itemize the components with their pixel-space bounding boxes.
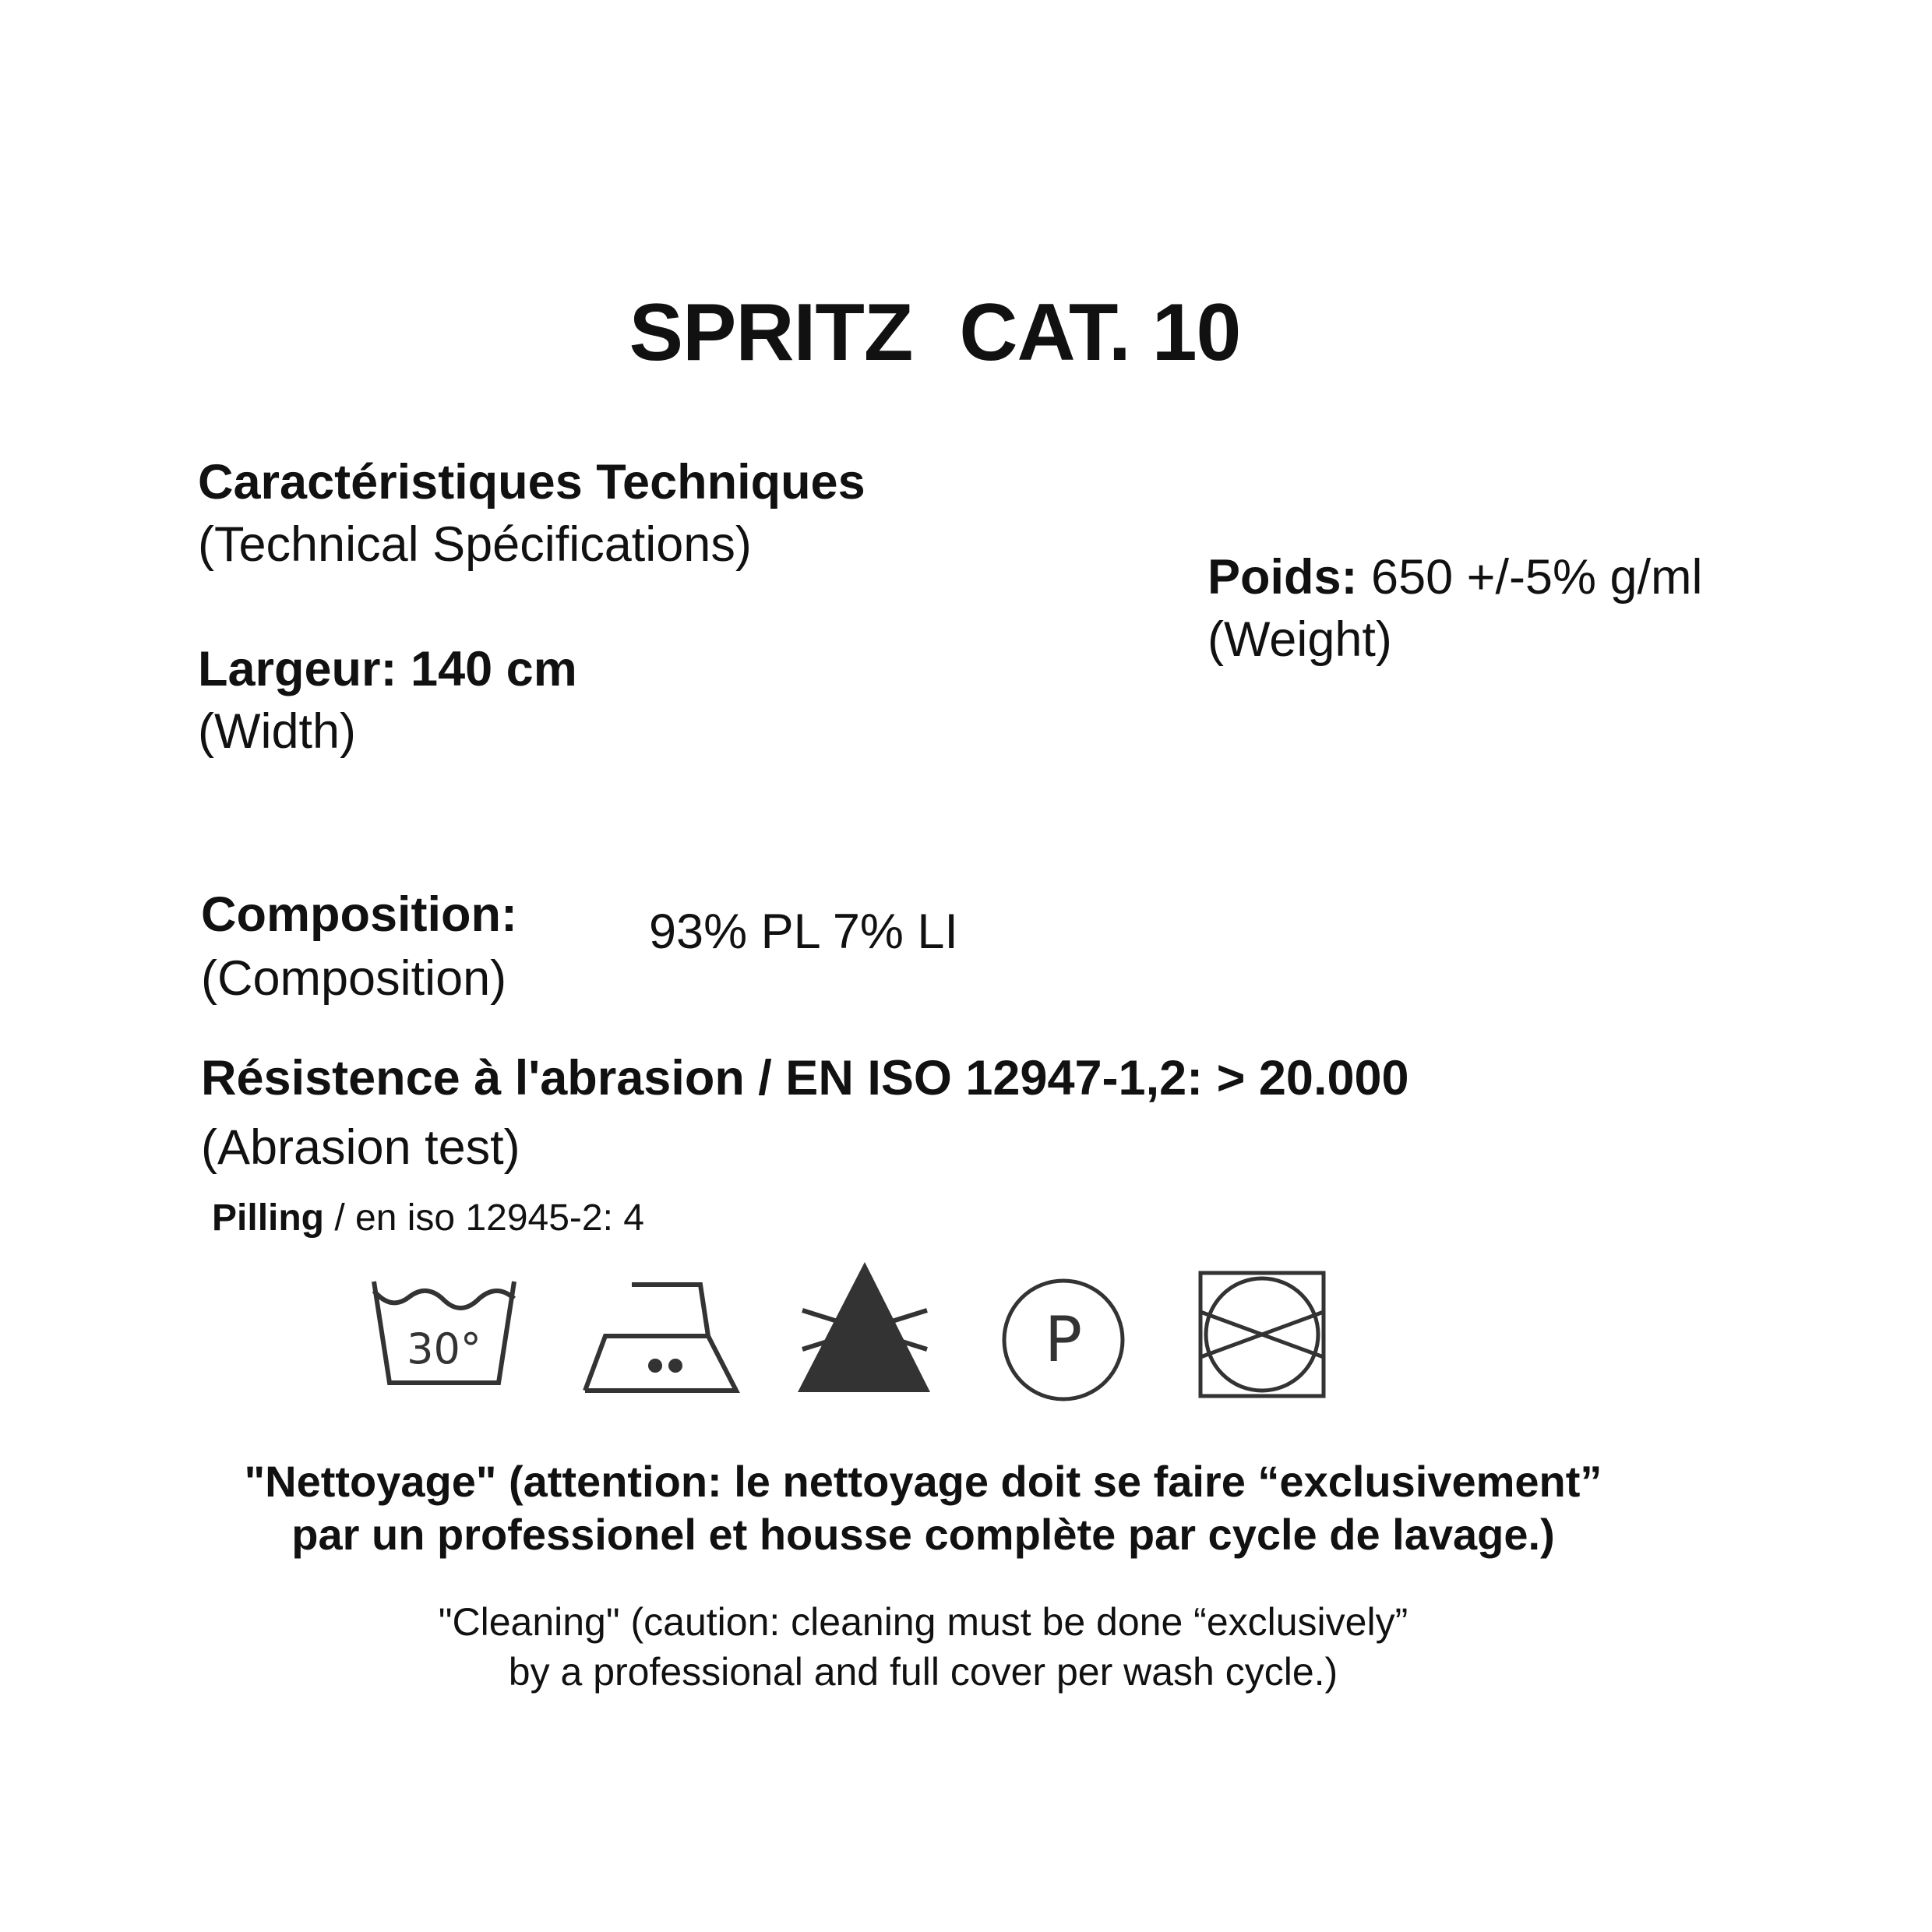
no-tumble-dry-icon (1196, 1268, 1328, 1401)
product-name: SPRITZ (629, 287, 913, 378)
weight-row (1208, 549, 1703, 605)
weight-label: Poids: (1208, 550, 1358, 605)
width-label: Largeur: 140 cm (198, 642, 577, 696)
wash-30-icon (366, 1274, 522, 1398)
product-title (0, 287, 1870, 379)
composition-label: Composition: (201, 887, 517, 942)
specs-heading: Caractéristiques Techniques (198, 455, 866, 509)
abrasion-label: Résistence à l'abrasion / EN ISO 12947-1,2: > 20.000 (201, 1051, 1409, 1105)
cleaning-fr-line1: "Nettoyage" (attention: le nettoyage doit se faire “exclusivement” (244, 1457, 1602, 1506)
pilling-label: Pilling (212, 1197, 324, 1239)
specs-heading-en: (Technical Spécifications) (198, 517, 752, 572)
cleaning-en-line2: by a professional and full cover per wash cycle.) (508, 1650, 1338, 1694)
composition-label-en: (Composition) (201, 951, 507, 1006)
dry-clean-letter: P (1044, 1303, 1083, 1376)
cleaning-fr-line2: par un professionel et housse complète par cycle de lavage.) (291, 1510, 1555, 1559)
composition-value: 93% PL 7% LI (649, 904, 958, 959)
no-bleach-icon (787, 1256, 943, 1400)
pilling-row (212, 1197, 644, 1239)
product-category: CAT. 10 (959, 287, 1241, 378)
abrasion-label-en: (Abrasion test) (201, 1120, 520, 1175)
weight-value: 650 +/-5% g/ml (1371, 550, 1703, 605)
wash-temperature: 30° (407, 1324, 481, 1373)
pilling-value: / en iso 12945-2: 4 (334, 1197, 644, 1239)
iron-two-dots-icon (580, 1274, 744, 1398)
cleaning-fr (0, 1455, 1846, 1561)
width-label-en: (Width) (198, 704, 356, 759)
cleaning-en-line1: "Cleaning" (caution: cleaning must be done “exclusively” (438, 1600, 1408, 1644)
cleaning-en (0, 1597, 1846, 1697)
dry-clean-p-icon (997, 1274, 1130, 1406)
weight-label-en: (Weight) (1208, 612, 1392, 667)
